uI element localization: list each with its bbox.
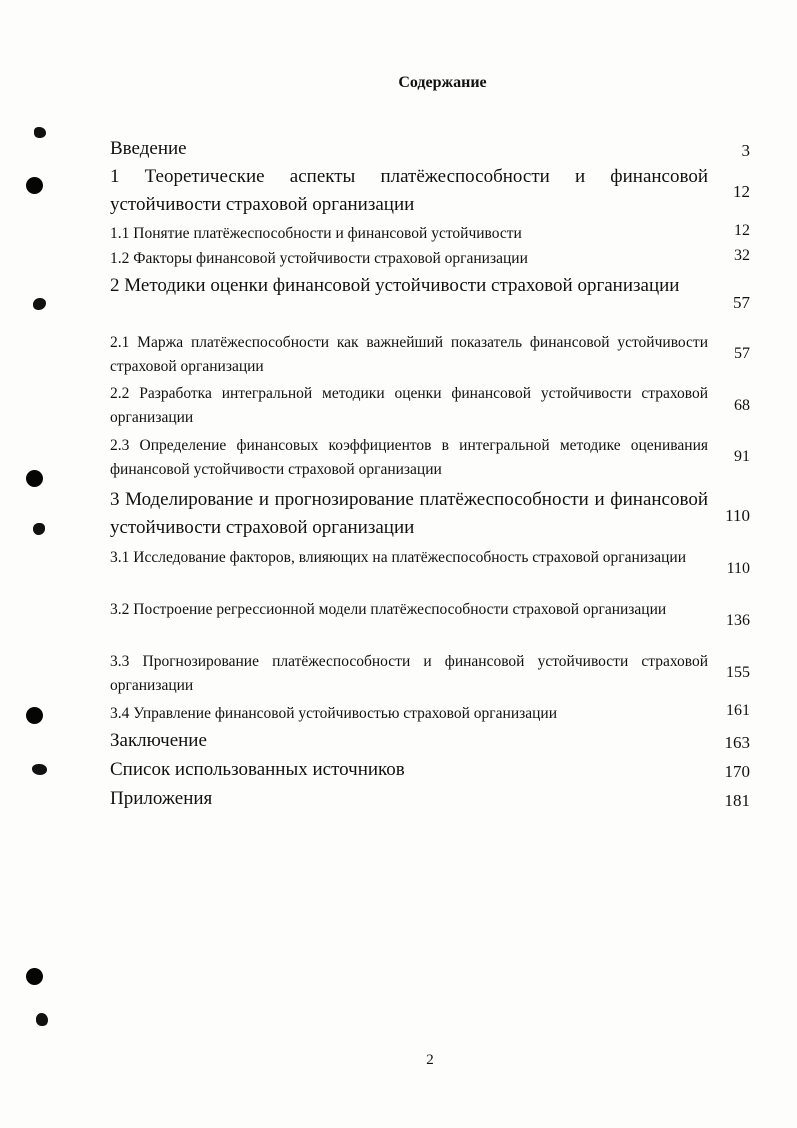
- toc-entry-text: 3.1 Исследование факторов, влияющих на платёжеспособность страховой организации: [110, 549, 686, 566]
- punch-hole-mark: [26, 968, 43, 985]
- toc-entry-page: 57: [734, 345, 750, 362]
- toc-entry-text: 2 Методики оценки финансовой устойчивости страховой организации: [110, 275, 680, 296]
- toc-entry-text: Введение: [110, 138, 187, 159]
- toc-entry-text: 1.1 Понятие платёжеспособности и финансовой устойчивости: [110, 225, 522, 242]
- scan-blot-mark: [36, 1013, 48, 1026]
- toc-entry-page: 12: [734, 222, 750, 239]
- toc-entry-page: 68: [734, 397, 750, 414]
- toc-entry-page: 57: [733, 293, 750, 312]
- toc-entry-text: 3.3 Прогнозирование платёжеспособности и финансовой устойчивости страховой организации: [110, 653, 708, 694]
- scan-blot-mark: [33, 298, 46, 310]
- toc-entry-page: 91: [734, 448, 750, 465]
- toc-entry-page: 110: [725, 506, 750, 525]
- toc-entry-page: 170: [724, 762, 750, 781]
- toc-entry-page: 32: [734, 247, 750, 264]
- toc-entry-page: 181: [724, 791, 750, 810]
- document-title: Содержание: [398, 74, 487, 91]
- toc-entry-text: 2.2 Разработка интегральной методики оценки финансовой устойчивости страховой организации: [110, 385, 708, 426]
- toc-entry-page: 155: [726, 664, 750, 681]
- toc-entry-page: 110: [726, 560, 750, 577]
- toc-entry-page: 161: [726, 702, 750, 719]
- toc-entry-page: 136: [726, 612, 750, 629]
- toc-entry-page: 12: [733, 182, 750, 201]
- page-number: 2: [426, 1052, 434, 1068]
- toc-entry-text: 3 Моделирование и прогнозирование платёжеспособности и финансовой устойчивости страховой организации: [110, 489, 708, 538]
- punch-hole-mark: [26, 707, 43, 724]
- toc-entry-text: Приложения: [110, 788, 213, 809]
- scan-blot-mark: [32, 764, 47, 775]
- toc-entry-text: 3.4 Управление финансовой устойчивостью страховой организации: [110, 705, 558, 722]
- toc-entry-page: 163: [724, 733, 750, 752]
- toc-entry-text: 1.2 Факторы финансовой устойчивости страховой организации: [110, 250, 528, 267]
- toc-entry-text: 3.2 Построение регрессионной модели платёжеспособности страховой организации: [110, 601, 667, 618]
- toc-entry-text: 2.1 Маржа платёжеспособности как важнейший показатель финансовой устойчивости страховой организации: [110, 334, 708, 375]
- punch-hole-mark: [26, 470, 43, 487]
- scan-blot-mark: [33, 523, 45, 535]
- toc-entry-text: 1 Теоретические аспекты платёжеспособности и финансовой устойчивости страховой организации: [110, 166, 708, 215]
- toc-entry-page: 3: [741, 141, 750, 160]
- toc-entry-text: 2.3 Определение финансовых коэффициентов в интегральной методике оценивания финансовой устойчивости страховой организации: [110, 437, 708, 478]
- toc-entry-text: Список использованных источников: [110, 759, 405, 780]
- toc-entry-text: Заключение: [110, 730, 207, 751]
- punch-hole-mark: [26, 177, 43, 194]
- scan-blot-mark: [34, 127, 46, 138]
